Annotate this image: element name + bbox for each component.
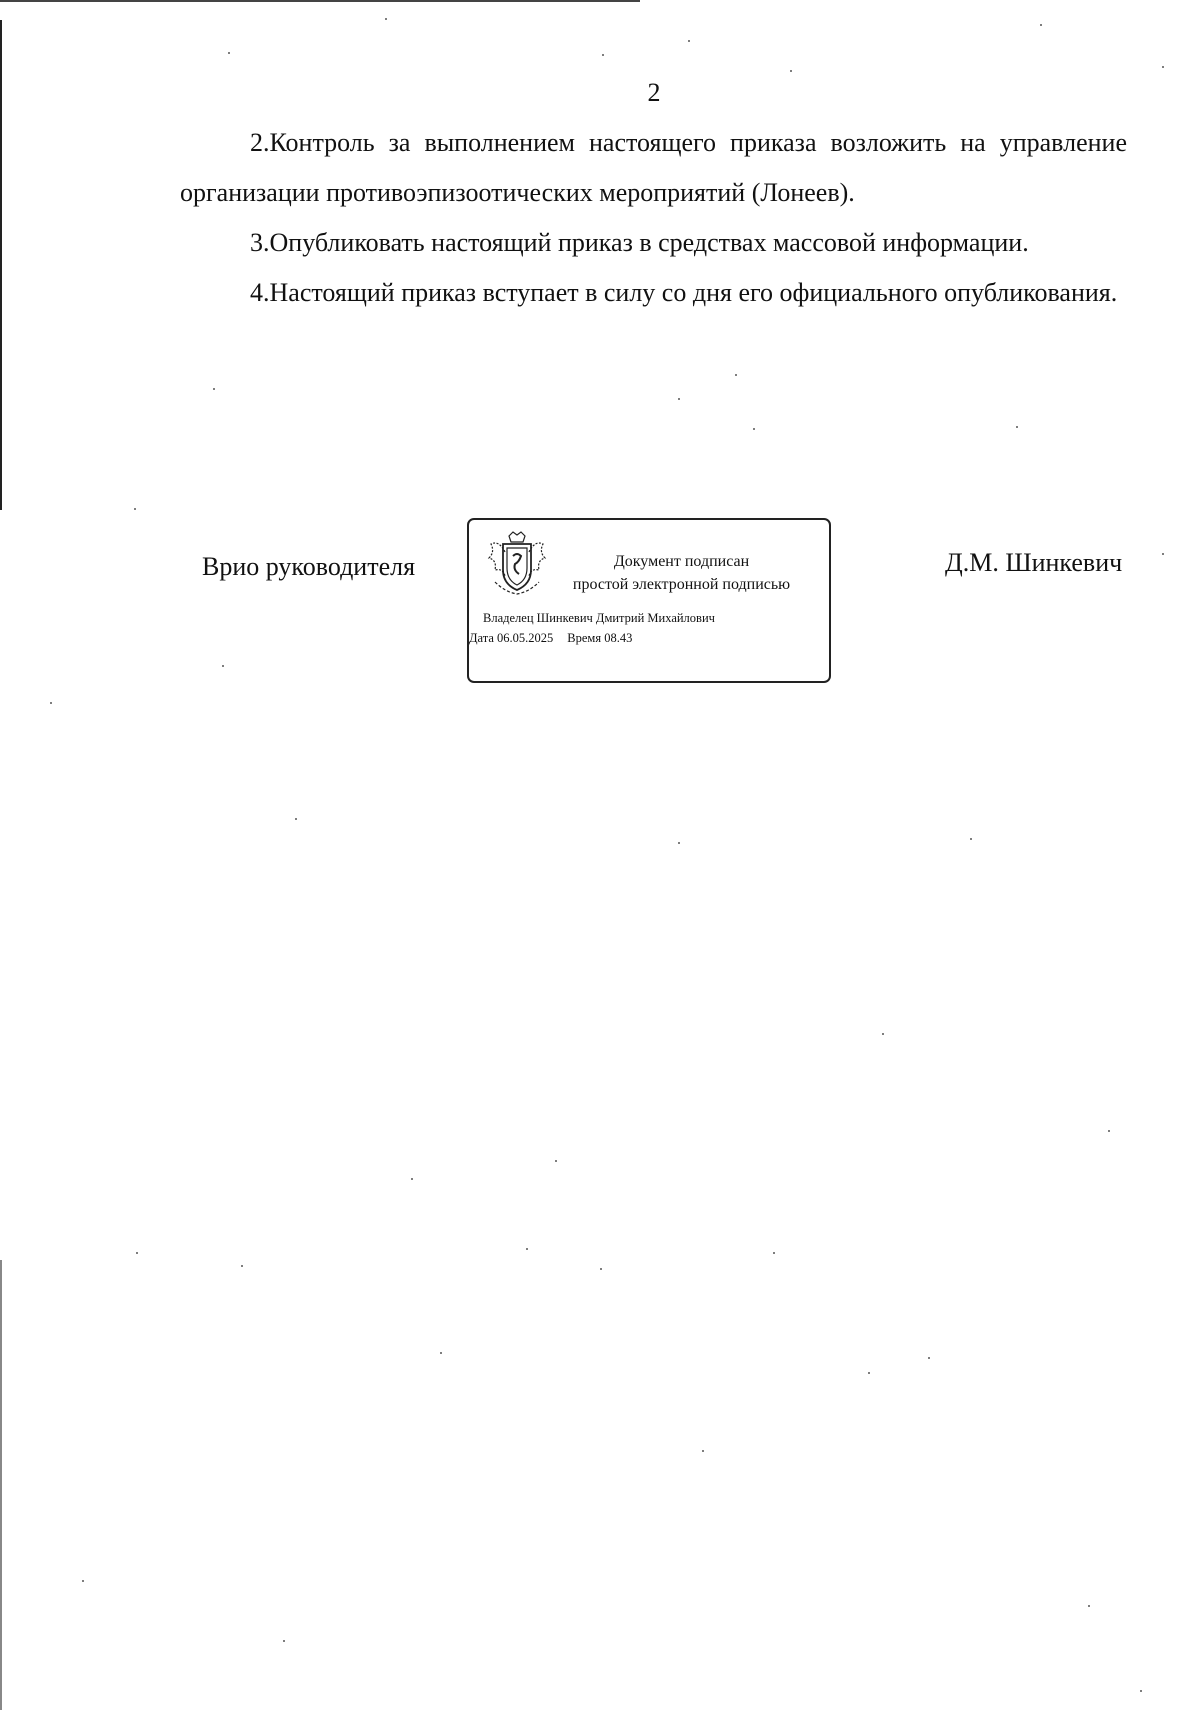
paragraph-effective: 4.Настоящий приказ вступает в силу со дня его официального опубликования. [250, 278, 1118, 307]
paragraph-control: 2.Контроль за выполнением настоящего приказа возложить на управление организации противоэпизоотических мероприятий (Лонеев). [180, 128, 1127, 207]
scan-speck [753, 428, 755, 430]
scan-speck [222, 665, 224, 667]
scan-speck [602, 54, 604, 56]
electronic-signature-stamp [467, 518, 831, 683]
page-number: 2 [647, 78, 661, 107]
scan-speck [295, 818, 297, 820]
stamp-header [554, 550, 809, 596]
scan-speck [970, 838, 972, 840]
stamp-owner: Владелец Шинкевич Дмитрий Михайлович [483, 611, 715, 625]
scan-speck [228, 52, 230, 54]
scan-speck [526, 1248, 528, 1250]
scan-speck [134, 508, 136, 510]
paragraph-publish: 3.Опубликовать настоящий приказ в средствах массовой информации. [250, 228, 1029, 257]
scan-speck [440, 1352, 442, 1354]
stamp-line-type: простой электронной подписью [572, 576, 791, 593]
scan-speck [283, 1640, 285, 1642]
scan-speck [241, 1265, 243, 1267]
scan-speck [136, 1252, 138, 1254]
scan-speck [411, 1178, 413, 1180]
scan-speck [702, 1450, 704, 1452]
scan-speck [773, 1252, 775, 1254]
scan-speck [790, 70, 792, 72]
signatory-title: Врио руководителя [202, 552, 416, 581]
stamp-date-time [469, 630, 632, 646]
scan-speck [688, 40, 690, 42]
scan-speck [213, 388, 215, 390]
scan-speck [1040, 24, 1042, 26]
scan-speck [1088, 1605, 1090, 1607]
stamp-line-signed: Документ подписан [613, 553, 750, 570]
scan-speck [928, 1357, 930, 1359]
scan-speck [82, 1580, 84, 1582]
scan-speck [385, 18, 387, 20]
scan-speck [868, 1372, 870, 1374]
stamp-time: Время 08.43 [567, 631, 633, 645]
stamp-date: Дата 06.05.2025 [469, 631, 554, 645]
scan-speck [1108, 1130, 1110, 1132]
scan-speck [678, 398, 680, 400]
scan-speck [1016, 426, 1018, 428]
scan-edge-left-lower [0, 1260, 2, 1710]
scan-speck [1162, 66, 1164, 68]
scan-speck [1140, 1690, 1142, 1692]
scan-speck [735, 374, 737, 376]
scan-speck [678, 842, 680, 844]
scan-speck [50, 702, 52, 704]
scan-edge-top [0, 0, 640, 2]
scan-speck [600, 1268, 602, 1270]
document-body [180, 118, 1127, 318]
signatory-name: Д.М. Шинкевич [945, 548, 1123, 577]
scan-speck [882, 1033, 884, 1035]
scan-speck [1162, 553, 1164, 555]
coat-of-arms-icon [485, 530, 549, 596]
scan-speck [555, 1160, 557, 1162]
